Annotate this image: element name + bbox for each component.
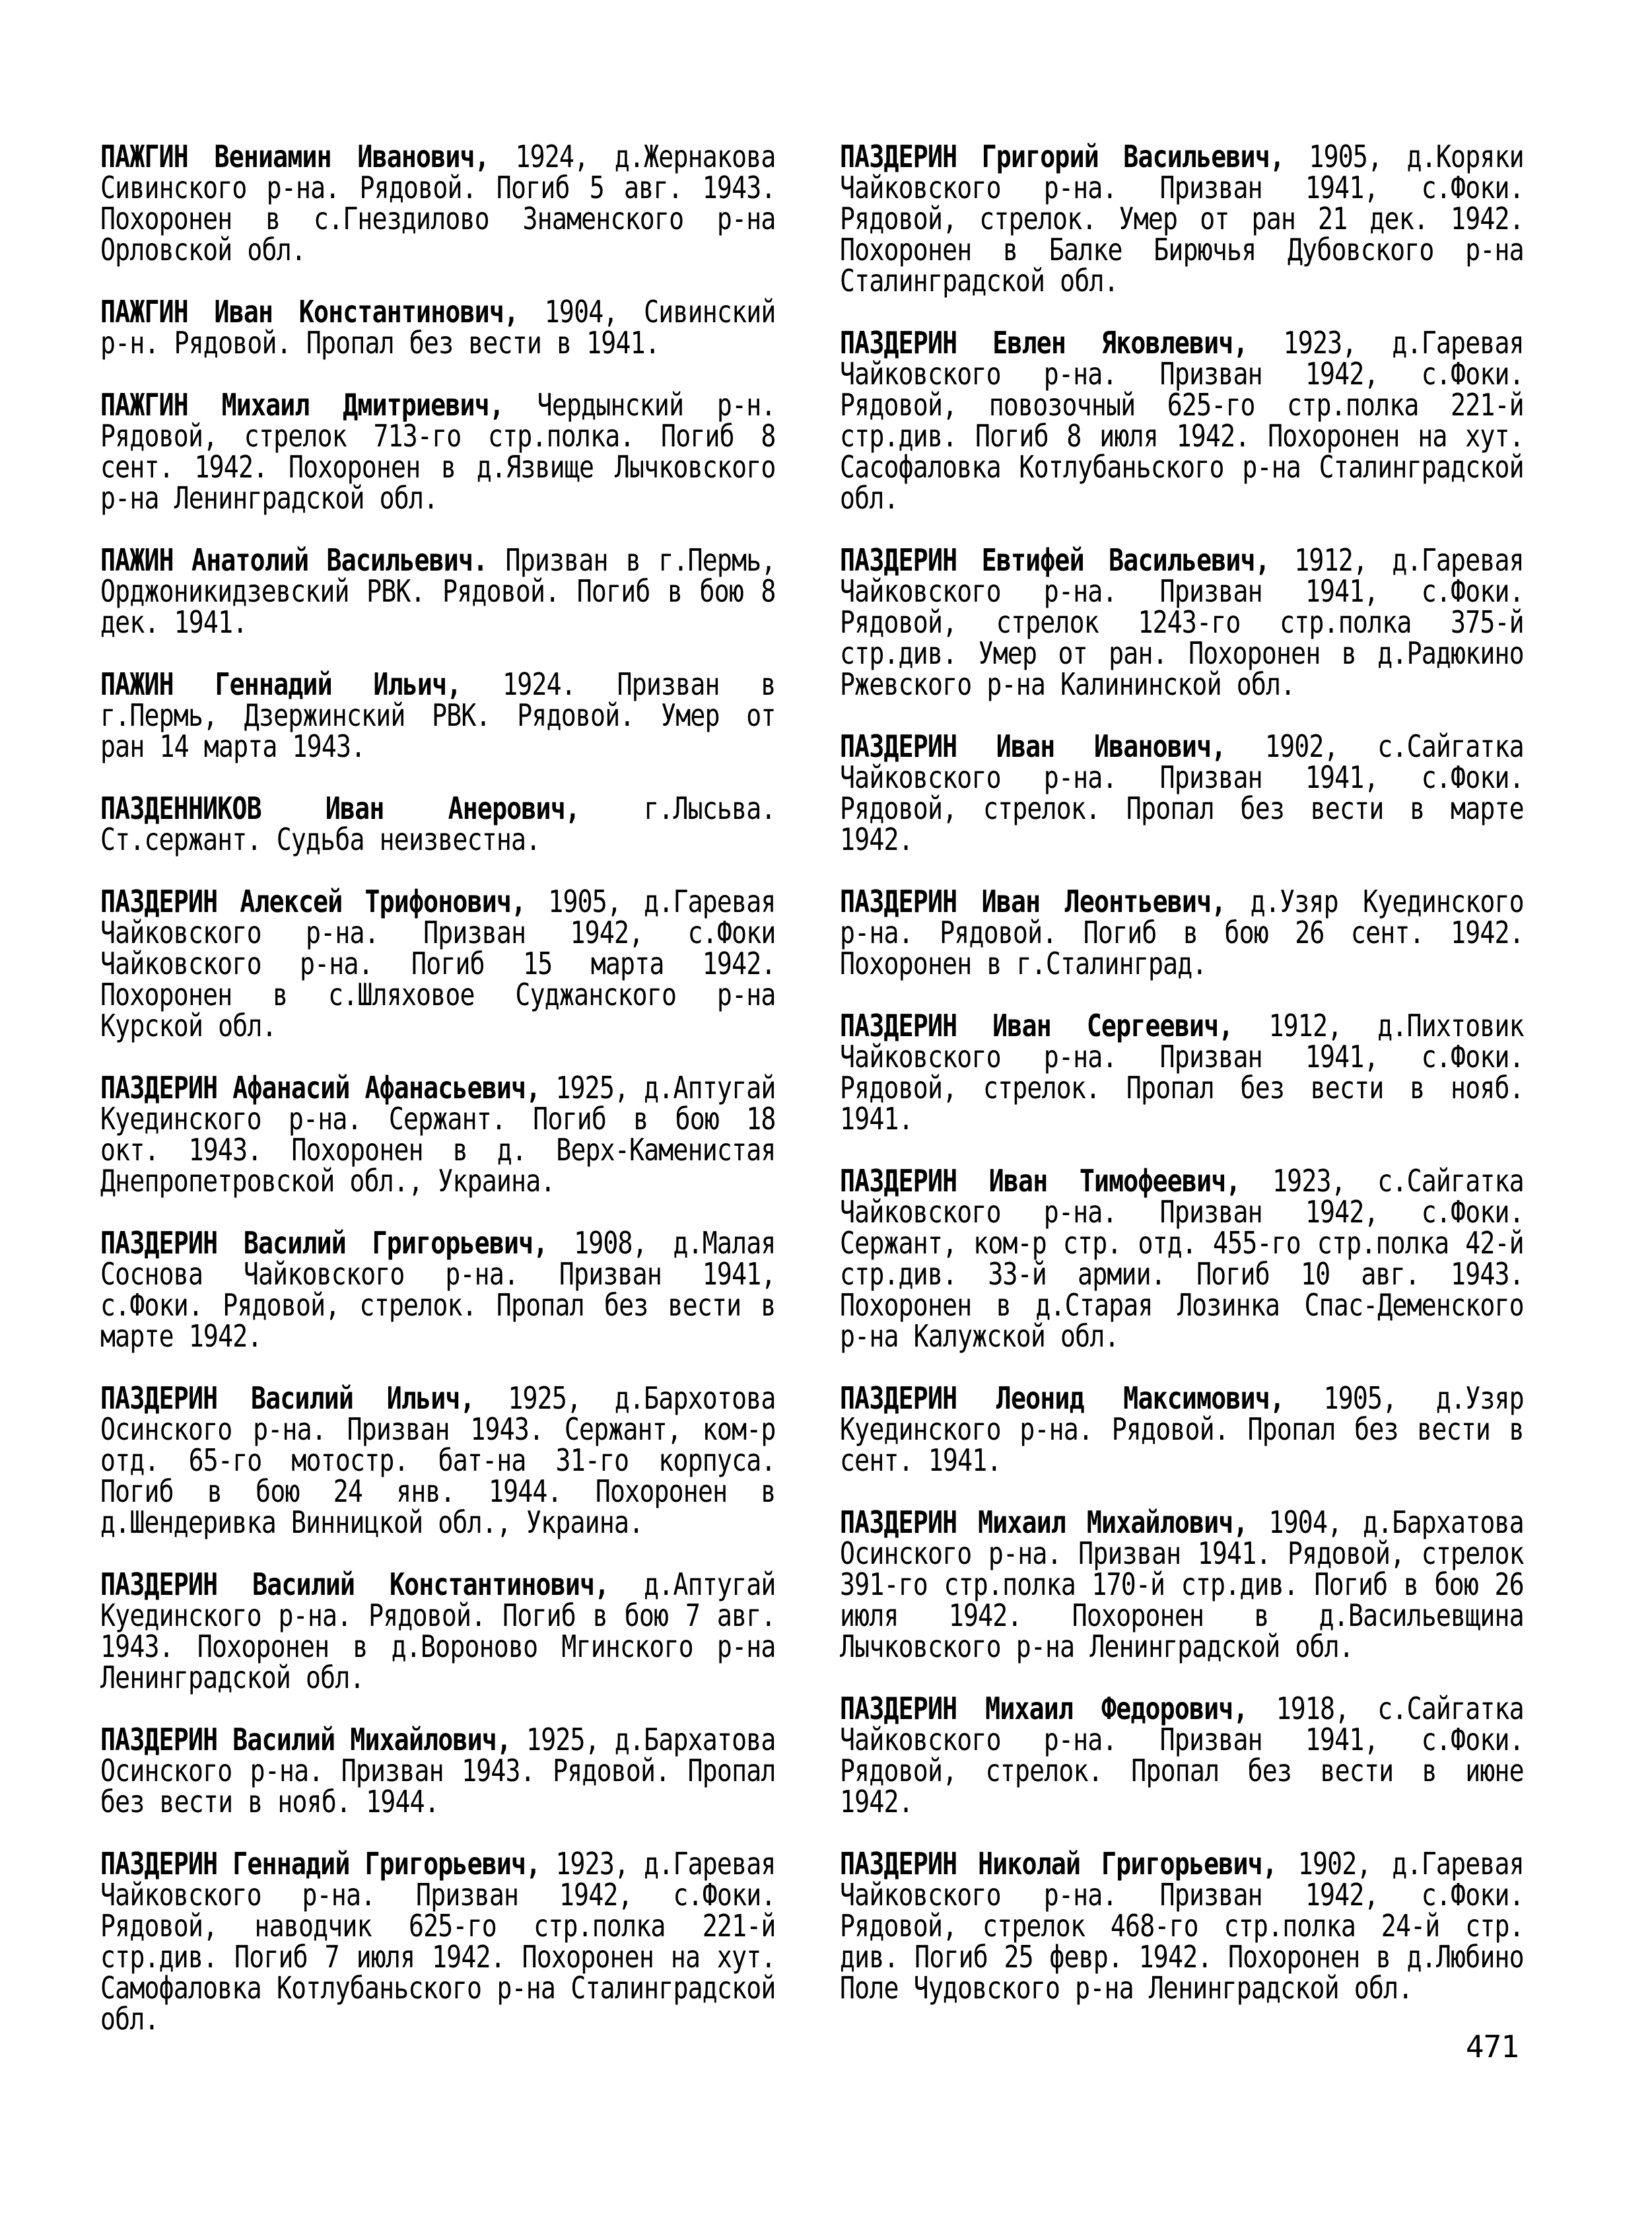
entry-person-name: ПАЗДЕРИН Василий Григорьевич, <box>100 1225 548 1261</box>
memorial-entry <box>100 141 776 265</box>
entry-person-name: ПАЗДЕРИН Иван Тимофеевич, <box>840 1163 1241 1199</box>
entry-details: 1912, д.Пихтовик Чайковского р-на. Призван 1941, с.Фоки. Рядовой, стрелок. Пропал без вести в нояб. 1941. <box>840 1008 1524 1137</box>
entry-person-name: ПАЗДЕРИН Михаил Федорович, <box>840 1691 1248 1726</box>
entry-person-name: ПАЗДЕРИН Евтифей Васильевич, <box>840 542 1270 578</box>
entry-person-name: ПАЗДЕРИН Иван Сергеевич, <box>840 1008 1233 1043</box>
entry-person-name: ПАЗДЕРИН Иван Леонтьевич, <box>840 884 1226 919</box>
entry-details: 1924. Призван в г.Пермь, Дзержинский РВК. Рядовой. Умер от ран 14 марта 1943. <box>100 666 776 764</box>
memorial-entry <box>840 1010 1524 1135</box>
entry-details: 1905, д.Гаревая Чайковского р-на. Призван 1942, с.Фоки Чайковского р-на. Погиб 15 марта 1942. Похоронен в с.Шляховое Суджанского р-на Курской обл. <box>100 884 776 1043</box>
memorial-entry <box>840 325 1524 516</box>
memorial-entry <box>100 1848 776 2035</box>
memorial-entry <box>840 141 1524 297</box>
entry-person-name: ПАЗДЕРИН Леонид Максимович, <box>840 1380 1285 1416</box>
entry-person-name: ПАЗДЕРИН Василий Ильич, <box>100 1380 475 1416</box>
memorial-entry <box>840 1163 1524 1354</box>
left-column <box>100 141 776 2035</box>
entry-details: 1923, д.Гаревая Чайковского р-на. Призван 1942, с.Фоки. Рядовой, наводчик 625-го стр.полка 221-й стр.див. Погиб 7 июля 1942. Похоронен на хут. Самофаловка Котлубаньского р-на Сталинградской обл. <box>100 1846 776 2037</box>
memorial-entry <box>100 793 776 855</box>
memorial-entry <box>100 1566 776 1695</box>
entry-person-name: ПАЗДЕРИН Афанасий Афанасьевич, <box>100 1070 541 1106</box>
memorial-entry <box>100 666 776 764</box>
entry-details: 1908, д.Малая Соснова Чайковского р-на. Призван 1941, с.Фоки. Рядовой, стрелок. Пропал без вести в марте 1942. <box>100 1225 776 1354</box>
memorial-entry <box>100 1225 776 1354</box>
entry-person-name: ПАЖИН Анатолий Васильевич. <box>100 542 488 578</box>
memorial-entry <box>100 886 776 1041</box>
memorial-entry <box>100 542 776 640</box>
memorial-entry <box>840 1693 1524 1817</box>
entry-person-name: ПАЖИН Геннадий Ильич, <box>100 666 462 702</box>
memorial-entry <box>840 886 1524 979</box>
entry-person-name: ПАЗДЕРИН Алексей Трифонович, <box>100 884 526 919</box>
entry-details: г.Лысьва. Ст.сержант. Судьба неизвестна. <box>100 791 776 857</box>
memorial-entry <box>100 1070 776 1199</box>
entry-details: 1925, д.Аптугай Куединского р-на. Сержант. Погиб в бою 18 окт. 1943. Похоронен в д. Верх-Каменистая Днепропетровской обл., Украина. <box>100 1070 776 1199</box>
entry-details: 1902, с.Сайгатка Чайковского р-на. Призван 1941, с.Фоки. Рядовой, стрелок. Пропал без вести в марте 1942. <box>840 728 1524 857</box>
entry-details: 1925, д.Бархатова Осинского р-на. Призван 1943. Рядовой. Пропал без вести в нояб. 1944. <box>100 1722 776 1819</box>
entry-person-name: ПАЖГИН Михаил Дмитриевич, <box>100 387 504 423</box>
entry-person-name: ПАЖГИН Иван Константинович, <box>100 294 519 330</box>
memorial-entry <box>840 728 1524 857</box>
memorial-entry <box>840 1504 1524 1664</box>
entry-person-name: ПАЗДЕРИН Евлен Яковлевич, <box>840 325 1248 361</box>
entry-details: 1904, Сивинский р-н. Рядовой. Пропал без вести в 1941. <box>100 294 776 361</box>
entry-person-name: ПАЗДЕРИН Иван Иванович, <box>840 728 1226 764</box>
entry-details: д.Аптугай Куединского р-на. Рядовой. Погиб в бою 7 авг. 1943. Похоронен в д.Вороново Мгинского р-на Ленинградской обл. <box>100 1566 776 1695</box>
page-number: 471 <box>1465 2029 1519 2064</box>
memorial-entry <box>840 1848 1524 2004</box>
entry-person-name: ПАЖГИН Вениамин Иванович, <box>100 139 489 174</box>
entry-details: Чердынский р-н. Рядовой, стрелок 713-го стр.полка. Погиб 8 сент. 1942. Похоронен в д.Язвище Лычковского р-на Ленинградской обл. <box>100 387 776 516</box>
entry-details: 1902, д.Гаревая Чайковского р-на. Призван 1942, с.Фоки. Рядовой, стрелок 468-го стр.полка 24-й стр. див. Погиб 25 февр. 1942. Похоронен в д.Любино Поле Чудовского р-на Ленинградской обл. <box>840 1846 1524 2006</box>
memorial-entry <box>100 387 776 516</box>
memorial-entry <box>100 1380 776 1540</box>
memorial-entry <box>840 542 1524 702</box>
entry-details: 1905, д.Узяр Куединского р-на. Рядовой. Пропал без вести в сент. 1941. <box>840 1380 1524 1478</box>
entry-details: 1923, д.Гаревая Чайковского р-на. Призван 1942, с.Фоки. Рядовой, повозочный 625-го стр.полка 221-й стр.див. Погиб 8 июля 1942. Похоронен на хут. Сасофаловка Котлубаньского р-на Сталинградской обл. <box>840 325 1524 516</box>
entry-details: 1905, д.Коряки Чайковского р-на. Призван 1941, с.Фоки. Рядовой, стрелок. Умер от ран 21 дек. 1942. Похоронен в Балке Бирючья Дубовского р-на Сталинградской обл. <box>840 139 1524 299</box>
entry-details: 1918, с.Сайгатка Чайковского р-на. Призван 1941, с.Фоки. Рядовой, стрелок. Пропал без вести в июне 1942. <box>840 1691 1524 1819</box>
entry-details: Призван в г.Пермь, Орджоникидзевский РВК. Рядовой. Погиб в бою 8 дек. 1941. <box>100 542 776 640</box>
entry-details: 1923, с.Сайгатка Чайковского р-на. Призван 1942, с.Фоки. Сержант, ком-р стр. отд. 455-го стр.полка 42-й стр.див. 33-й армии. Погиб 10 авг. 1943. Похоронен в д.Старая Лозинка Спас-Деменского р-на Калужской обл. <box>840 1163 1524 1354</box>
right-column <box>840 141 1524 2004</box>
entry-details: 1924, д.Жернакова Сивинского р-на. Рядовой. Погиб 5 авг. 1943. Похоронен в с.Гнездилово Знаменского р-на Орловской обл. <box>100 139 776 267</box>
memorial-entry <box>100 1724 776 1817</box>
entry-details: 1925, д.Бархотова Осинского р-на. Призван 1943. Сержант, ком-р отд. 65-го мотостр. бат-на 31-го корпуса. Погиб в бою 24 янв. 1944. Похоронен в д.Шендеривка Винницкой обл., Украина. <box>100 1380 776 1540</box>
entry-details: 1912, д.Гаревая Чайковского р-на. Призван 1941, с.Фоки. Рядовой, стрелок 1243-го стр.полка 375-й стр.див. Умер от ран. Похоронен в д.Радюкино Ржевского р-на Калининской обл. <box>840 542 1524 702</box>
memorial-entry <box>100 294 776 361</box>
entry-person-name: ПАЗДЕРИН Василий Константинович, <box>100 1566 609 1602</box>
entry-person-name: ПАЗДЕННИКОВ Иван Анерович, <box>100 791 580 826</box>
entry-person-name: ПАЗДЕРИН Григорий Васильевич, <box>840 139 1285 174</box>
entry-person-name: ПАЗДЕРИН Николай Григорьевич, <box>840 1846 1277 1882</box>
entry-person-name: ПАЗДЕРИН Михаил Михайлович, <box>840 1504 1248 1540</box>
entry-person-name: ПАЗДЕРИН Геннадий Григорьевич, <box>100 1846 541 1882</box>
entry-details: 1904, д.Бархатова Осинского р-на. Призван 1941. Рядовой, стрелок 391-го стр.полка 170-й стр.див. Погиб в бою 26 июля 1942. Похоронен в д.Васильевщина Лычковского р-на Ленинградской обл. <box>840 1504 1524 1664</box>
entry-person-name: ПАЗДЕРИН Василий Михайлович, <box>100 1722 512 1757</box>
entry-details: д.Узяр Куединского р-на. Рядовой. Погиб в бою 26 сент. 1942. Похоронен в г.Сталинград. <box>840 884 1524 981</box>
memorial-entry <box>840 1380 1524 1478</box>
